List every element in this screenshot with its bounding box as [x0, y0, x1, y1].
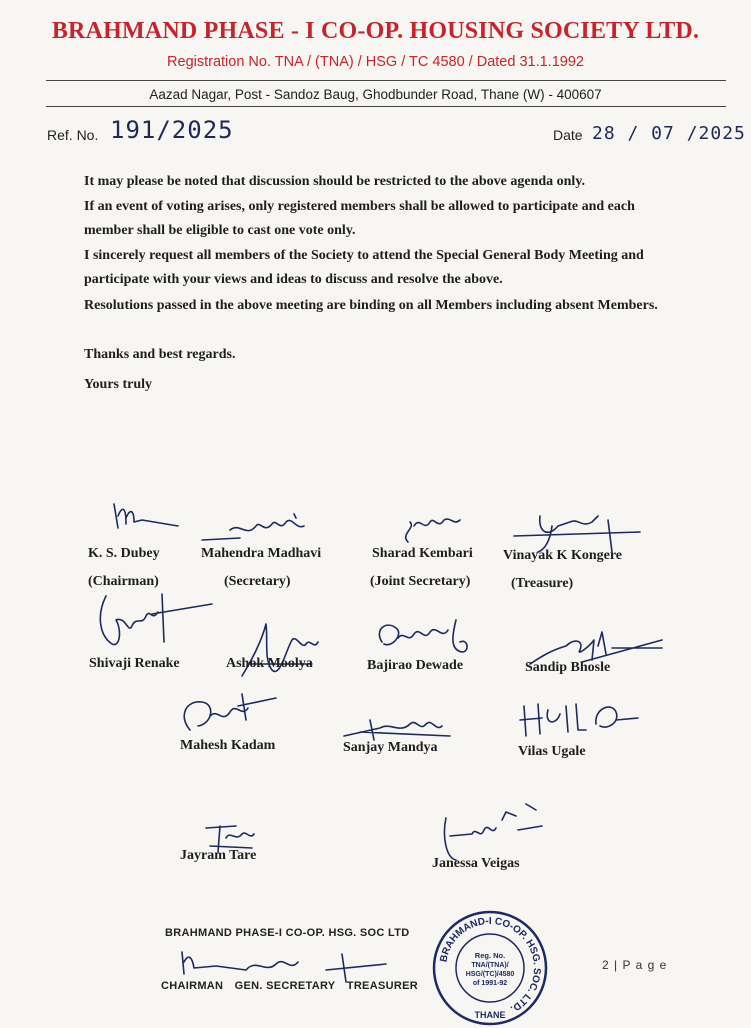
- stamp-signatures: [176, 944, 406, 984]
- signature-dubey: [108, 498, 188, 538]
- signature-kembari: [398, 512, 478, 548]
- header-divider-top: [46, 80, 726, 81]
- society-name: BRAHMAND PHASE - I CO-OP. HOUSING SOCIETY LTD.: [51, 18, 700, 44]
- signature-kadam: [176, 690, 286, 740]
- signature-moolya: [232, 620, 322, 690]
- ref-number: 191/2025: [110, 116, 234, 144]
- seal-line-3: HSG/(TC)/4580: [465, 971, 515, 978]
- seal-bottom-text: THANE: [474, 1010, 506, 1020]
- stamp-role-chairman: CHAIRMAN: [161, 980, 224, 992]
- signature-renake: [92, 586, 222, 656]
- page-number: 2 | P a g e: [602, 958, 668, 972]
- officer-role-chairman: (Chairman): [88, 574, 159, 589]
- member-name-kadam: Mahesh Kadam: [180, 738, 276, 753]
- officer-name-treasurer: Vinayak K Kongere: [503, 548, 623, 563]
- stamp-roles: [161, 980, 426, 992]
- officer-role-secretary: (Secretary): [224, 574, 291, 589]
- seal-line-2: TNA/(TNA)/: [471, 962, 509, 969]
- paragraph-voting: If an event of voting arises, only registered members shall be allowed to participate and each member shall be eligible to cast one vote only.: [84, 199, 635, 238]
- member-name-ugale: Vilas Ugale: [518, 744, 586, 759]
- member-name-moolya: Ashok Moolya: [226, 656, 313, 671]
- date-value: 28 / 07 /2025: [592, 123, 746, 144]
- officer-name-secretary: Mahendra Madhavi: [201, 546, 322, 561]
- paragraph-request: I sincerely request all members of the Society to attend the Special General Body Meeting and participate with your views and ideas to discuss and resolve the above.: [84, 248, 644, 287]
- seal-line-1: Reg. No.: [474, 951, 506, 960]
- paragraph-agenda: It may please be noted that discussion should be restricted to the above agenda only.: [84, 174, 586, 189]
- officer-name-joint-secretary: Sharad Kembari: [372, 546, 473, 561]
- member-name-dewade: Bajirao Dewade: [367, 658, 464, 673]
- signature-madhavi: [200, 508, 330, 548]
- registration-line: Registration No. TNA / (TNA) / HSG / TC 4580 / Dated 31.1.1992: [167, 54, 584, 70]
- paragraph-thanks: Thanks and best regards.: [84, 347, 236, 362]
- member-name-mandya: Sanjay Mandya: [343, 740, 438, 755]
- officer-role-treasurer: (Treasure): [511, 576, 574, 591]
- seal-ring-text: BRAHMAND-I CO-OP. HSG. SOC. LTD.: [438, 915, 543, 1015]
- ref-label: Ref. No.: [47, 127, 99, 143]
- member-name-tare: Jayram Tare: [180, 848, 257, 863]
- stamp-role-gen-secretary: GEN. SECRETARY: [234, 980, 336, 992]
- seal-line-4: of 1991-92: [472, 980, 508, 987]
- paragraph-resolutions: Resolutions passed in the above meeting are binding on all Members including absent Members.: [84, 298, 658, 313]
- officer-role-joint-secretary: (Joint Secretary): [370, 574, 471, 589]
- member-name-bhosle: Sandip Bhosle: [525, 660, 611, 675]
- member-name-veigas: Janessa Veigas: [432, 856, 520, 871]
- header-divider-bottom: [46, 106, 726, 107]
- signature-ugale: [516, 700, 646, 744]
- officer-name-chairman: K. S. Dubey: [88, 546, 160, 561]
- stamp-role-treasurer: TREASURER: [346, 980, 418, 992]
- address-line: Aazad Nagar, Post - Sandoz Baug, Ghodbunder Road, Thane (W) - 400607: [149, 87, 602, 102]
- signature-dewade: [372, 616, 482, 662]
- date-label: Date: [553, 127, 583, 143]
- stamp-society-name: BRAHMAND PHASE-I CO-OP. HSG. SOC LTD: [165, 927, 410, 939]
- paragraph-closing: Yours truly: [84, 377, 153, 392]
- society-seal: [430, 908, 550, 1028]
- member-name-renake: Shivaji Renake: [89, 656, 180, 671]
